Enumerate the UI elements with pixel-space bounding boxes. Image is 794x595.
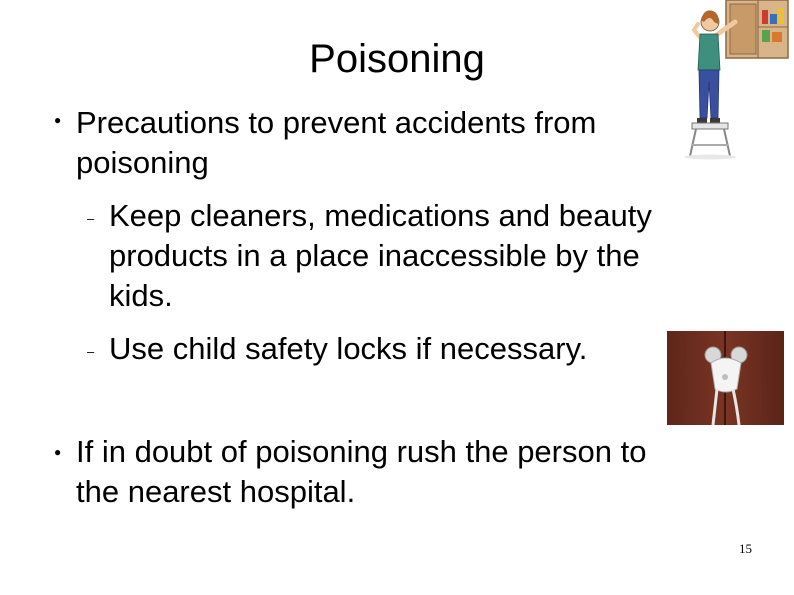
child-safety-lock-photo bbox=[667, 331, 784, 425]
bullet-icon: ● bbox=[54, 113, 62, 127]
sub-bullet-1-line-3: kids. bbox=[109, 278, 173, 313]
bullet-1-line-2: poisoning bbox=[76, 145, 209, 180]
bullet-icon: ● bbox=[54, 445, 62, 459]
slide-title: Poisoning bbox=[309, 37, 485, 81]
dash-bullet-icon: – bbox=[87, 344, 95, 359]
bullet-2-line-1: If in doubt of poisoning rush the person to bbox=[76, 434, 647, 469]
bullet-2-line-2: the nearest hospital. bbox=[76, 474, 356, 509]
bullet-1-line-1: Precautions to prevent accidents from bbox=[76, 105, 597, 140]
sub-bullet-1-line-1: Keep cleaners, medications and beauty bbox=[109, 198, 652, 233]
sub-bullet-1-line-2: products in a place inaccessible by the bbox=[109, 238, 640, 273]
woman-reaching-cabinet-illustration bbox=[680, 0, 790, 160]
page-number: 15 bbox=[739, 541, 752, 556]
sub-bullet-2-line-1: Use child safety locks if necessary. bbox=[109, 331, 588, 366]
dash-bullet-icon: – bbox=[87, 211, 95, 226]
